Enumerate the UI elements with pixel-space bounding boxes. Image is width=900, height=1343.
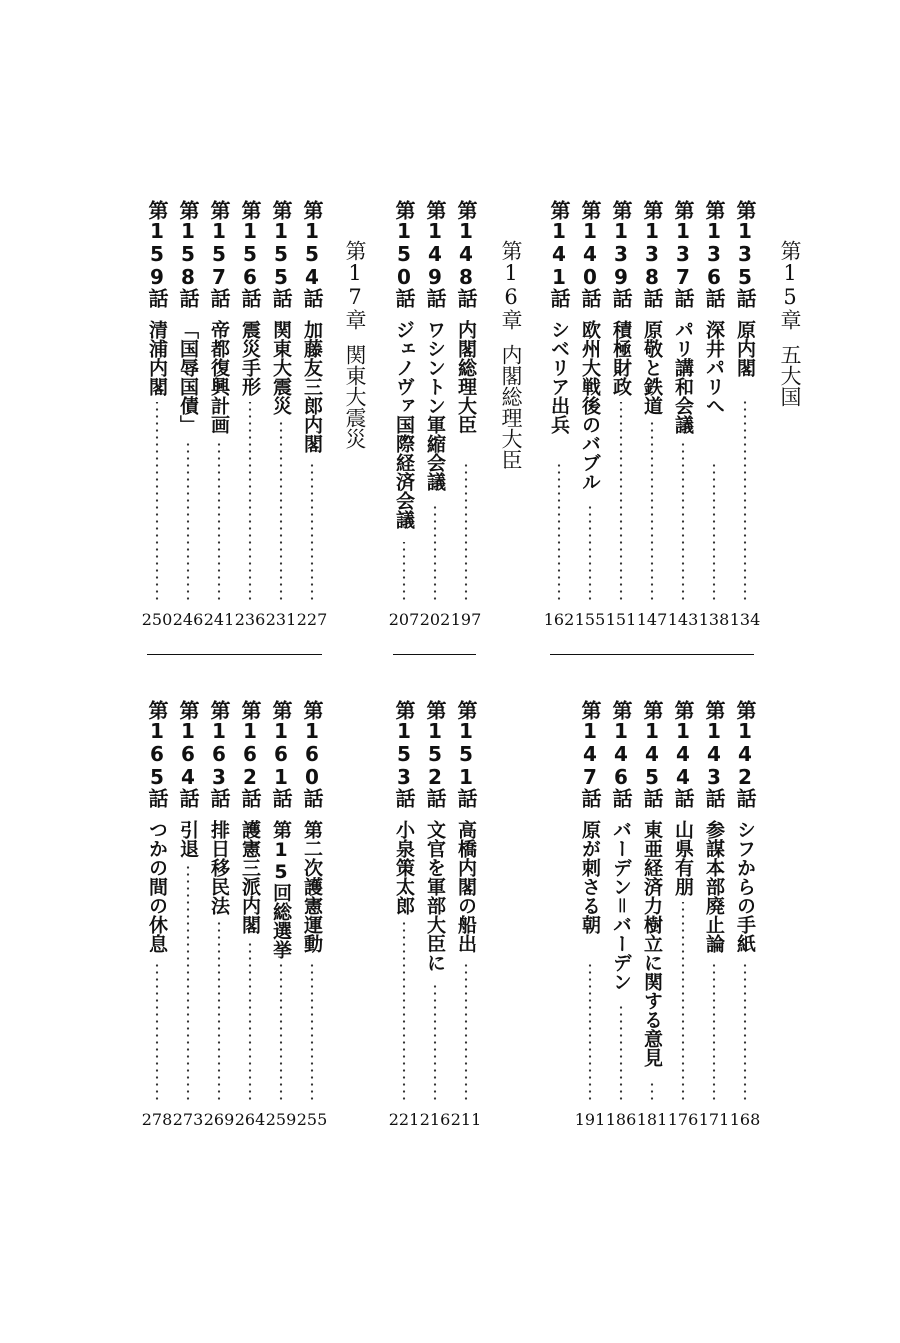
dot-leader <box>588 962 592 1102</box>
episode-title: 第二次護憲運動 <box>301 820 323 953</box>
episode-number: 第156話 <box>238 200 262 307</box>
episode-number: 第161話 <box>269 700 293 807</box>
page-number: 241 <box>203 610 235 629</box>
toc-entry[interactable] <box>204 200 234 632</box>
dot-leader <box>433 502 437 602</box>
page-number: 211 <box>450 1110 482 1129</box>
chapter-17-heading <box>337 240 373 540</box>
page-number: 176 <box>667 1110 699 1129</box>
episode-title: 積極財政 <box>610 320 632 396</box>
episode-number: 第141話 <box>547 200 571 307</box>
episode-title: ジェノヴァ国際経済会議 <box>393 320 415 529</box>
episode-title: 原が刺さる朝 <box>579 820 601 934</box>
page-number: 186 <box>605 1110 637 1129</box>
dot-leader <box>588 506 592 602</box>
dot-leader <box>248 402 252 602</box>
toc-entry[interactable] <box>235 200 265 632</box>
toc-entry[interactable] <box>451 200 481 632</box>
dot-leader <box>681 902 685 1102</box>
episode-title: 欧州大戦後のバブル <box>579 320 601 491</box>
episode-title: シベリア出兵 <box>548 320 570 434</box>
dot-leader <box>712 962 716 1102</box>
chapter-label: 第15章 <box>778 240 802 330</box>
episode-title: 引退 <box>177 820 199 858</box>
toc-entry[interactable] <box>606 700 636 1132</box>
episode-title: 護憲三派内閣 <box>239 820 261 934</box>
toc-entry[interactable] <box>637 200 667 632</box>
page-number: 216 <box>419 1110 451 1129</box>
episode-number: 第159話 <box>145 200 169 307</box>
episode-title: 加藤友三郎内閣 <box>301 320 323 453</box>
toc-entry[interactable] <box>544 200 574 632</box>
episode-title: 原内閣 <box>734 320 756 377</box>
page-number: 250 <box>141 610 173 629</box>
page-number: 207 <box>388 610 420 629</box>
episode-number: 第151話 <box>454 700 478 807</box>
episode-number: 第164話 <box>176 700 200 807</box>
episode-number: 第139話 <box>609 200 633 307</box>
episode-title: 第15回総選挙 <box>270 820 292 959</box>
chapter-16-heading <box>493 240 529 540</box>
episode-number: 第160話 <box>300 700 324 807</box>
toc-entry[interactable] <box>730 700 760 1132</box>
episode-number: 第137話 <box>671 200 695 307</box>
page-number: 259 <box>265 1110 297 1129</box>
dot-leader <box>217 442 221 602</box>
episode-title: 小泉策太郎 <box>393 820 415 915</box>
toc-entry[interactable] <box>699 200 729 632</box>
episode-number: 第145話 <box>640 700 664 807</box>
dot-leader <box>650 1082 654 1102</box>
episode-number: 第157話 <box>207 200 231 307</box>
dot-leader <box>402 542 406 602</box>
toc-entry[interactable] <box>730 200 760 632</box>
episode-title: バーデン＝バーデン <box>610 820 632 991</box>
toc-entry[interactable] <box>451 700 481 1132</box>
episode-number: 第149話 <box>423 200 447 307</box>
toc-entry[interactable] <box>699 700 729 1132</box>
episode-number: 第144話 <box>671 700 695 807</box>
episode-number: 第165話 <box>145 700 169 807</box>
episode-title: つかの間の休息 <box>146 820 168 953</box>
chapter-title: 関東大震災 <box>343 344 367 449</box>
episode-number: 第135話 <box>733 200 757 307</box>
section-divider <box>550 654 754 655</box>
page-number: 197 <box>450 610 482 629</box>
episode-title: パリ講和会議 <box>672 320 694 434</box>
toc-entry[interactable] <box>235 700 265 1132</box>
episode-title: ワシントン軍縮会議 <box>424 320 446 491</box>
episode-title: 深井パリへ <box>703 320 725 415</box>
page-number: 147 <box>636 610 668 629</box>
page-number: 269 <box>203 1110 235 1129</box>
page-number: 143 <box>667 610 699 629</box>
toc-entry[interactable] <box>389 700 419 1132</box>
episode-number: 第162話 <box>238 700 262 807</box>
page-number: 278 <box>141 1110 173 1129</box>
episode-title: シフからの手紙 <box>734 820 756 953</box>
toc-entry[interactable] <box>266 200 296 632</box>
dot-leader <box>279 422 283 602</box>
episode-title: 「国辱国債」 <box>177 320 199 434</box>
episode-title: 高橋内閣の船出 <box>455 820 477 953</box>
episode-title: 文官を軍部大臣に <box>424 820 446 972</box>
episode-title: 震災手形 <box>239 320 261 396</box>
episode-title: 内閣総理大臣 <box>455 320 477 434</box>
toc-entry[interactable] <box>173 700 203 1132</box>
episode-title: 東亜経済力樹立に関する意見 <box>641 820 663 1067</box>
toc-entry[interactable] <box>575 200 605 632</box>
episode-number: 第155話 <box>269 200 293 307</box>
page-number: 168 <box>729 1110 761 1129</box>
episode-number: 第142話 <box>733 700 757 807</box>
episode-number: 第152話 <box>423 700 447 807</box>
page-number: 273 <box>172 1110 204 1129</box>
page-number: 162 <box>543 610 575 629</box>
chapter-label: 第16章 <box>499 240 523 330</box>
episode-number: 第153話 <box>392 700 416 807</box>
dot-leader <box>155 402 159 602</box>
chapter-title: 五大国 <box>778 344 802 407</box>
episode-title: 帝都復興計画 <box>208 320 230 434</box>
dot-leader <box>433 982 437 1102</box>
page-number: 138 <box>698 610 730 629</box>
chapter-label: 第17章 <box>343 240 367 330</box>
episode-title: 清浦内閣 <box>146 320 168 396</box>
episode-title: 原敬と鉄道 <box>641 320 663 415</box>
page-number: 151 <box>605 610 637 629</box>
toc-entry[interactable] <box>420 200 450 632</box>
page-number: 246 <box>172 610 204 629</box>
page-number: 134 <box>729 610 761 629</box>
page-number: 202 <box>419 610 451 629</box>
episode-number: 第154話 <box>300 200 324 307</box>
page-number: 227 <box>296 610 328 629</box>
toc-entry[interactable] <box>297 700 327 1132</box>
section-divider <box>393 654 476 655</box>
toc-entry[interactable] <box>142 200 172 632</box>
toc-entry[interactable] <box>173 200 203 632</box>
dot-leader <box>217 922 221 1102</box>
page-number: 181 <box>636 1110 668 1129</box>
toc-entry[interactable] <box>637 700 667 1132</box>
toc-entry[interactable] <box>266 700 296 1132</box>
toc-entry[interactable] <box>389 200 419 632</box>
toc-entry[interactable] <box>297 200 327 632</box>
episode-title: 山県有朋 <box>672 820 694 896</box>
dot-leader <box>650 422 654 602</box>
episode-title: 排日移民法 <box>208 820 230 915</box>
episode-number: 第147話 <box>578 700 602 807</box>
page-number: 191 <box>574 1110 606 1129</box>
page-number: 155 <box>574 610 606 629</box>
dot-leader <box>681 442 685 602</box>
dot-leader <box>248 942 252 1102</box>
dot-leader <box>402 922 406 1102</box>
episode-title: 参謀本部廃止論 <box>703 820 725 953</box>
dot-leader <box>155 962 159 1102</box>
episode-number: 第150話 <box>392 200 416 307</box>
page-number: 264 <box>234 1110 266 1129</box>
dot-leader <box>310 462 314 602</box>
dot-leader <box>186 442 190 602</box>
page-number: 255 <box>296 1110 328 1129</box>
dot-leader <box>464 462 468 602</box>
dot-leader <box>712 462 716 602</box>
episode-number: 第148話 <box>454 200 478 307</box>
dot-leader <box>310 962 314 1102</box>
dot-leader <box>743 398 747 602</box>
page-number: 171 <box>698 1110 730 1129</box>
page-number: 231 <box>265 610 297 629</box>
dot-leader <box>557 462 561 602</box>
dot-leader <box>279 962 283 1102</box>
episode-number: 第146話 <box>609 700 633 807</box>
toc-entry[interactable] <box>142 700 172 1132</box>
episode-number: 第163話 <box>207 700 231 807</box>
page-number: 221 <box>388 1110 420 1129</box>
dot-leader <box>619 1002 623 1102</box>
toc-entry[interactable] <box>420 700 450 1132</box>
toc-entry[interactable] <box>204 700 234 1132</box>
episode-number: 第143話 <box>702 700 726 807</box>
dot-leader <box>619 402 623 602</box>
dot-leader <box>464 962 468 1102</box>
episode-number: 第140話 <box>578 200 602 307</box>
toc-entry[interactable] <box>575 700 605 1132</box>
dot-leader <box>743 962 747 1102</box>
dot-leader <box>186 862 190 1102</box>
episode-number: 第158話 <box>176 200 200 307</box>
section-divider <box>147 654 322 655</box>
episode-title: 関東大震災 <box>270 320 292 415</box>
toc-entry[interactable] <box>606 200 636 632</box>
toc-entry[interactable] <box>668 200 698 632</box>
toc-entry[interactable] <box>668 700 698 1132</box>
episode-number: 第138話 <box>640 200 664 307</box>
chapter-title: 内閣総理大臣 <box>499 344 523 470</box>
episode-number: 第136話 <box>702 200 726 307</box>
chapter-15-heading <box>772 240 808 540</box>
page-number: 236 <box>234 610 266 629</box>
